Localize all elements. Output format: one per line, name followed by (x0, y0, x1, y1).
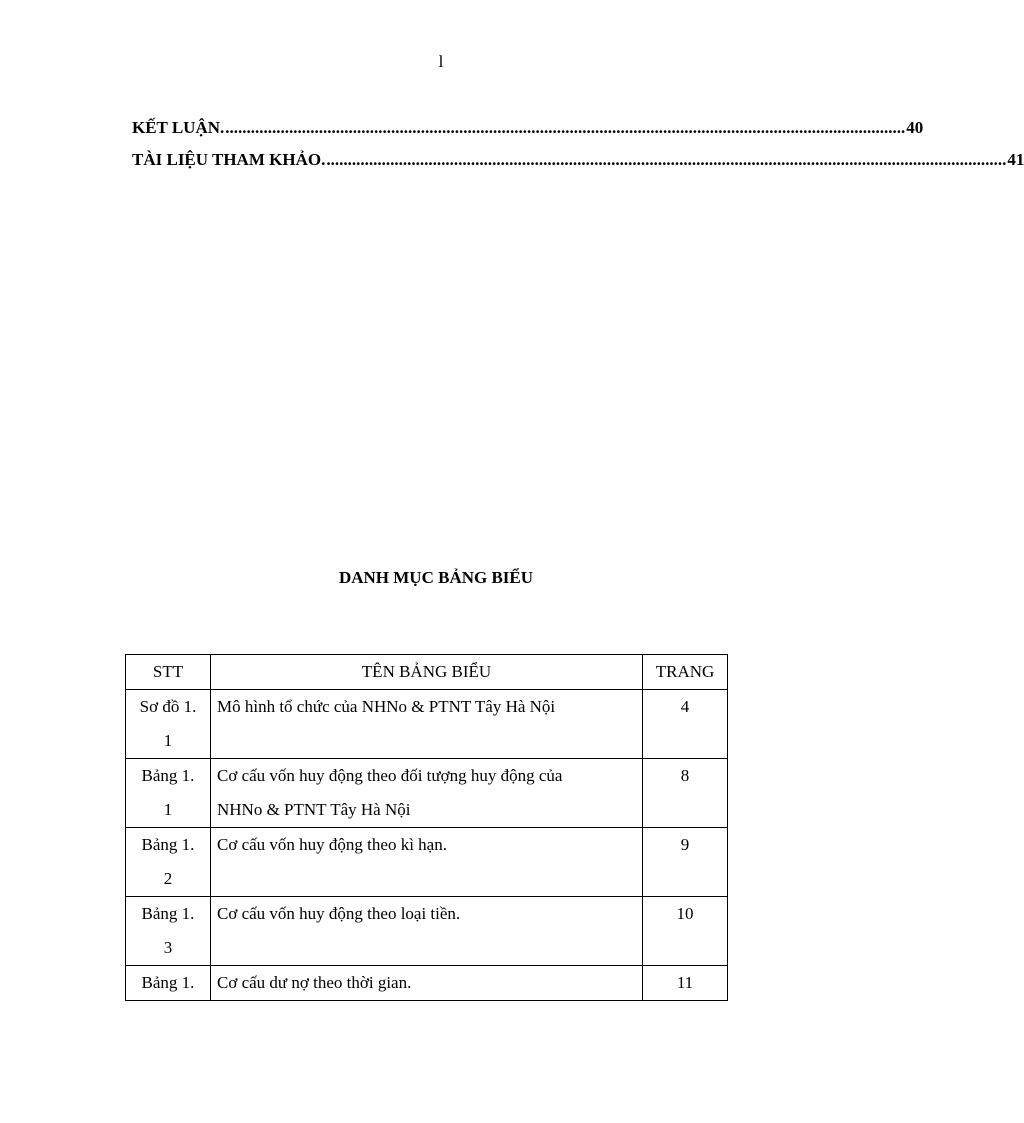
stt-line: Bảng 1. (141, 835, 195, 854)
toc-entry-tai-lieu-tham-khao[interactable] (132, 150, 1024, 182)
header-page: TRANG (643, 655, 728, 690)
toc-entry-ket-luan[interactable] (132, 118, 924, 150)
toc-entry-label: KẾT LUẬN. (132, 118, 225, 137)
name-line: Cơ cấu vốn huy động theo loại tiền. (217, 904, 461, 923)
name-line: Cơ cấu vốn huy động theo kì hạn. (217, 835, 447, 854)
row-page: 8 (643, 759, 728, 828)
row-stt (126, 828, 211, 897)
row-table-name (211, 828, 643, 897)
stt-line: Bảng 1. (141, 973, 195, 992)
toc-entry-label: TÀI LIỆU THAM KHẢO. (132, 150, 326, 169)
table-row (126, 759, 728, 828)
row-page: 10 (643, 897, 728, 966)
row-page: 4 (643, 690, 728, 759)
table-row (126, 690, 728, 759)
header-stt: STT (126, 655, 211, 690)
row-table-name (211, 759, 643, 828)
row-table-name (211, 966, 643, 1001)
toc-entry-page: 41 (1007, 150, 1024, 169)
stt-line: 1 (163, 800, 173, 819)
toc-entry-page: 40 (906, 118, 924, 137)
name-line: Mô hình tổ chức của NHNo & PTNT Tây Hà Nội (217, 697, 556, 716)
name-line: Cơ cấu vốn huy động theo đối tượng huy động của (217, 766, 563, 785)
list-of-tables-title: DANH MỤC BẢNG BIỂU (338, 568, 534, 587)
stt-line: 2 (163, 869, 173, 888)
header-table-name: TÊN BẢNG BIỂU (211, 655, 643, 690)
stt-line: 3 (163, 938, 173, 957)
row-stt (126, 897, 211, 966)
row-table-name (211, 690, 643, 759)
toc-leader-dots: ................................................................................................................................................................ (225, 118, 906, 137)
stt-line: Bảng 1. (141, 904, 195, 923)
row-stt (126, 966, 211, 1001)
row-table-name (211, 897, 643, 966)
table-row (126, 966, 728, 1001)
name-line: Cơ cấu dư nợ theo thời gian. (217, 973, 412, 992)
stt-line: Bảng 1. (141, 766, 195, 785)
stt-line: 1 (163, 731, 173, 750)
list-of-tables (125, 654, 728, 1001)
stt-line: Sơ đồ 1. (139, 697, 197, 716)
table-row (126, 828, 728, 897)
toc-leader-dots: ................................................................................................................................................................ (326, 150, 1007, 169)
table-row (126, 897, 728, 966)
name-line: NHNo & PTNT Tây Hà Nội (217, 800, 411, 819)
row-stt (126, 690, 211, 759)
page-number: l (438, 52, 444, 71)
row-stt (126, 759, 211, 828)
row-page: 9 (643, 828, 728, 897)
table-header-row (126, 655, 728, 690)
row-page: 11 (643, 966, 728, 1001)
